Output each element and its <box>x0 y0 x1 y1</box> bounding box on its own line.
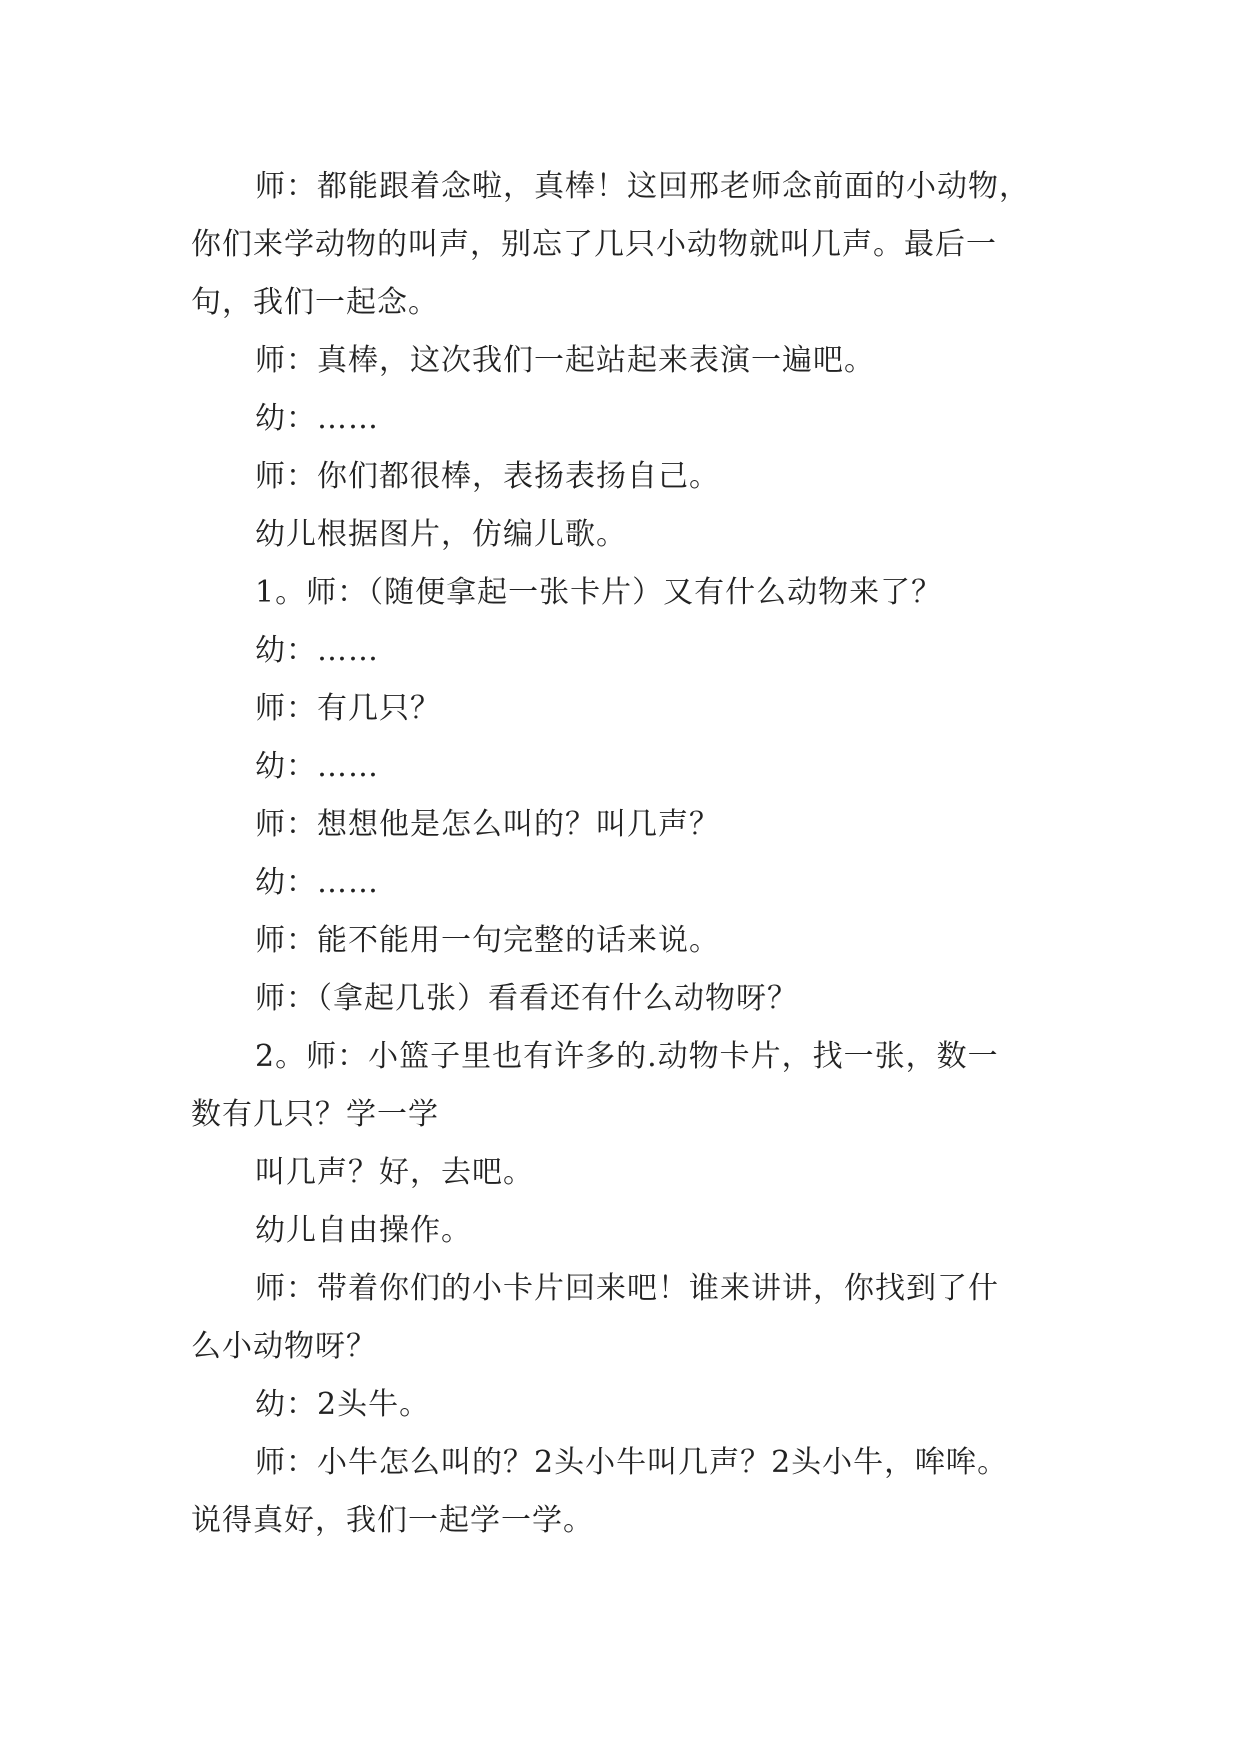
text-line: 师：有几只？ <box>255 691 441 726</box>
text-line: 幼：2头牛。 <box>255 1387 431 1422</box>
paragraph <box>191 158 1051 332</box>
paragraph <box>191 912 1051 970</box>
text-line: 师：真棒，这次我们一起站起来表演一遍吧。 <box>255 343 875 378</box>
text-line: 幼：…… <box>255 749 379 784</box>
text-line: 说得真好，我们一起学一学。 <box>191 1503 594 1538</box>
paragraph <box>191 680 1051 738</box>
text-line: 幼：…… <box>255 865 379 900</box>
paragraph <box>191 854 1051 912</box>
text-line: 师：（拿起几张）看看还有什么动物呀？ <box>255 981 798 1016</box>
paragraph <box>191 1202 1051 1260</box>
document-body <box>191 158 1051 1550</box>
paragraph <box>191 448 1051 506</box>
text-line: 句，我们一起念。 <box>191 285 439 320</box>
paragraph <box>191 564 1051 622</box>
paragraph <box>191 506 1051 564</box>
text-line: 师：都能跟着念啦，真棒！这回邢老师念前面的小动物， <box>255 169 1030 204</box>
paragraph <box>191 1028 1051 1144</box>
text-line: 师：小牛怎么叫的？2头小牛叫几声？2头小牛，哞哞。 <box>255 1445 1009 1480</box>
text-line: 幼：…… <box>255 401 379 436</box>
paragraph <box>191 970 1051 1028</box>
text-line: 么小动物呀？ <box>191 1329 377 1364</box>
paragraph <box>191 1376 1051 1434</box>
text-line: 你们来学动物的叫声，别忘了几只小动物就叫几声。最后一 <box>191 227 997 262</box>
text-line: 2。师：小篮子里也有许多的.动物卡片，找一张，数一 <box>255 1039 999 1074</box>
paragraph <box>191 738 1051 796</box>
text-line: 幼：…… <box>255 633 379 668</box>
paragraph <box>191 796 1051 854</box>
paragraph <box>191 390 1051 448</box>
paragraph <box>191 332 1051 390</box>
text-line: 1。师：（随便拿起一张卡片）又有什么动物来了？ <box>255 575 943 610</box>
text-line: 数有几只？学一学 <box>191 1097 439 1132</box>
text-line: 师：你们都很棒，表扬表扬自己。 <box>255 459 720 494</box>
text-line: 师：带着你们的小卡片回来吧！谁来讲讲，你找到了什 <box>255 1271 999 1306</box>
paragraph <box>191 1260 1051 1376</box>
text-line: 师：能不能用一句完整的话来说。 <box>255 923 720 958</box>
text-line: 幼儿根据图片，仿编儿歌。 <box>255 517 627 552</box>
text-line: 幼儿自由操作。 <box>255 1213 472 1248</box>
text-line: 师：想想他是怎么叫的？叫几声？ <box>255 807 720 842</box>
paragraph <box>191 1144 1051 1202</box>
paragraph <box>191 1434 1051 1550</box>
text-line: 叫几声？好，去吧。 <box>255 1155 534 1190</box>
paragraph <box>191 622 1051 680</box>
